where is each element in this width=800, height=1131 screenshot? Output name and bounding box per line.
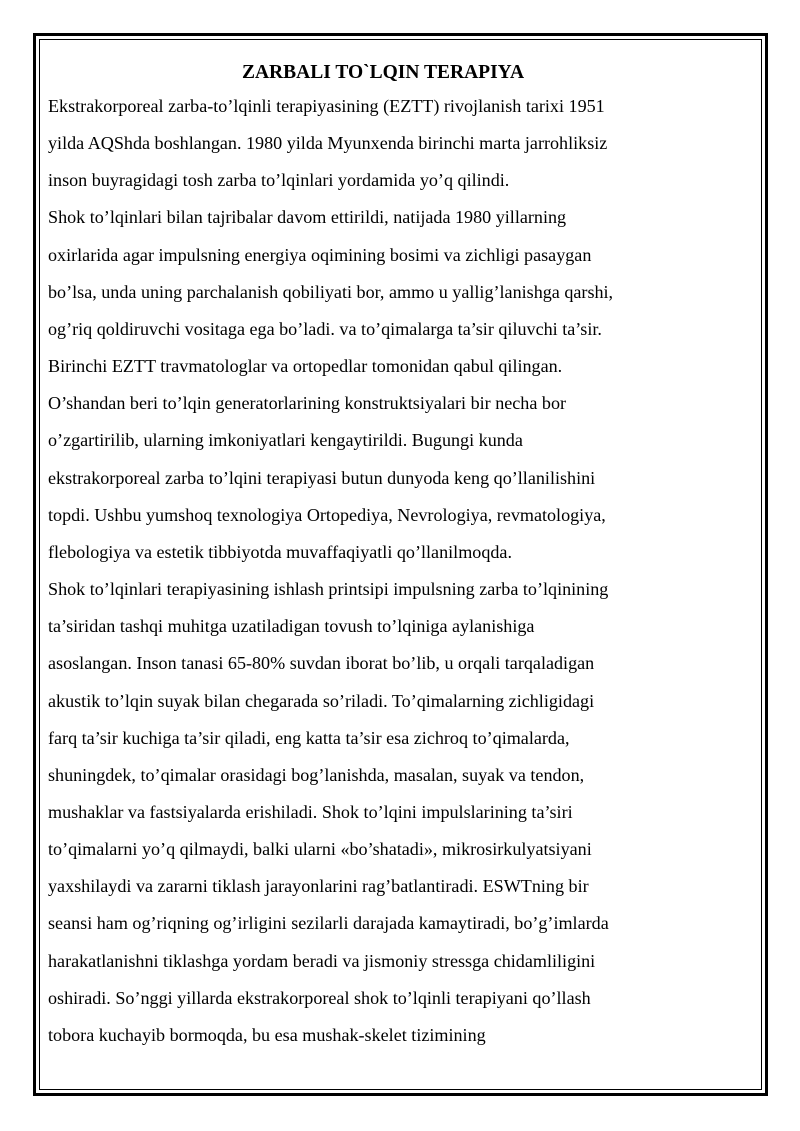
text-line: farq ta’sir kuchiga ta’sir qiladi, eng katta ta’sir esa zichroq to’qimalarda, (48, 727, 570, 748)
text-line: yilda AQShda boshlangan. 1980 yilda Myunxenda birinchi marta jarrohliksiz (48, 133, 608, 154)
text-line: mushaklar va fastsiyalarda erishiladi. Shok to’lqini impulslarining ta’siri (48, 801, 573, 822)
text-line: O’shandan beri to’lqin generatorlarining konstruktsiyalari bir necha bor (48, 393, 567, 414)
text-line: yaxshilaydi va zararni tiklash jarayonlarini rag’batlantiradi. ESWTning bir (48, 876, 589, 897)
text-line: to’qimalarni yo’q qilmaydi, balki ularni «bo’shatadi», mikrosirkulyatsiyani (48, 839, 592, 860)
text-line: oxirlarida agar impulsning energiya oqimining bosimi va zichligi pasaygan (48, 244, 592, 265)
text-line: inson buyragidagi tosh zarba to’lqinlari yordamida yo’q qilindi. (48, 170, 510, 191)
text-line: bo’lsa, unda uning parchalanish qobiliyati bor, ammo u yallig’lanishga qarshi, (48, 281, 614, 302)
text-line: ekstrakorporeal zarba to’lqini terapiyasi butun dunyoda keng qo’llanilishini (48, 467, 596, 488)
text-line: topdi. Ushbu yumshoq texnologiya Ortopediya, Nevrologiya, revmatologiya, (48, 504, 606, 525)
paragraph (48, 571, 760, 1054)
text-line: seansi ham og’riqning og’irligini sezilarli darajada kamaytiradi, bo’g’imlarda (48, 913, 609, 934)
text-line: o’zgartirilib, ularning imkoniyatlari kengaytirildi. Bugungi kunda (48, 430, 523, 451)
text-line: Shok to’lqinlari terapiyasining ishlash printsipi impulsning zarba to’lqinining (48, 579, 609, 600)
text-line: akustik to’lqin suyak bilan chegarada so’riladi. To’qimalarning zichligidagi (48, 690, 595, 711)
document-title: ZARBALI TO`LQIN TERAPIYA (241, 62, 525, 83)
text-line: ta’siridan tashqi muhitga uzatiladigan tovush to’lqiniga aylanishiga (48, 616, 535, 637)
text-line: harakatlanishni tiklashga yordam beradi va jismoniy stressga chidamliligini (48, 950, 596, 971)
text-line: Shok to’lqinlari bilan tajribalar davom ettirildi, natijada 1980 yillarning (48, 207, 567, 228)
paragraph (48, 199, 760, 571)
text-line: flebologiya va estetik tibbiyotda muvaffaqiyatli qo’llanilmoqda. (48, 541, 512, 562)
text-line: og’riq qoldiruvchi vositaga ega bo’ladi. va to’qimalarga ta’sir qiluvchi ta’sir. (48, 318, 602, 339)
paragraph-container (48, 88, 760, 1054)
text-line: Ekstrakorporeal zarba-to’lqinli terapiyasining (EZTT) rivojlanish tarixi 1951 (48, 96, 605, 116)
text-line: Birinchi EZTT travmatologlar va ortopedlar tomonidan qabul qilingan. (48, 356, 563, 377)
text-line: shuningdek, to’qimalar orasidagi bog’lanishda, masalan, suyak va tendon, (48, 764, 585, 785)
text-line: asoslangan. Inson tanasi 65-80% suvdan iborat bo’lib, u orqali tarqaladigan (48, 653, 595, 674)
document-body (48, 58, 760, 1054)
paragraph (48, 88, 760, 199)
text-line: tobora kuchayib bormoqda, bu esa mushak-skelet tizimining (48, 1024, 486, 1045)
text-line: oshiradi. So’nggi yillarda ekstrakorporeal shok to’lqinli terapiyani qo’llash (48, 987, 591, 1008)
